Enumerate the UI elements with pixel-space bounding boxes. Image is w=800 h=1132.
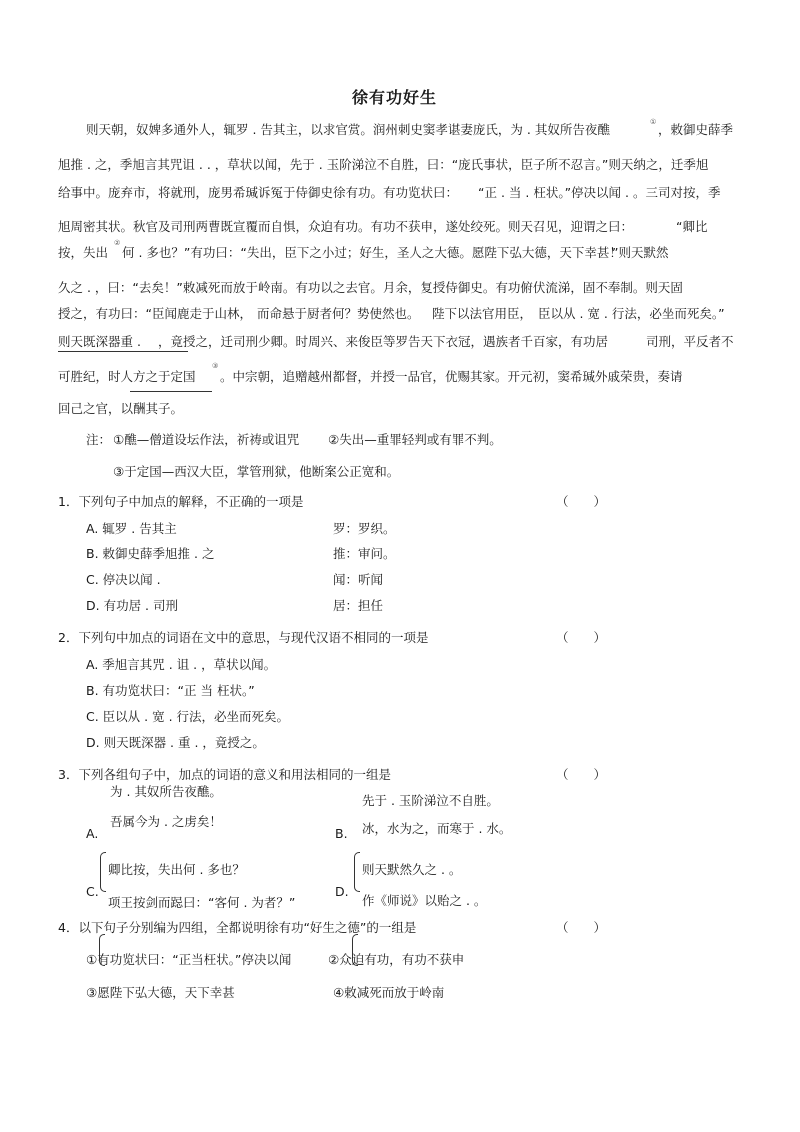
- passage-line: 旭推 . 之，季旭言其咒诅 . . ，草状以闻，先于 . 玉阶涕泣不自胜，曰：“庞氏事状，臣子所不忍言。”则天纳之，迁季旭: [58, 157, 709, 172]
- group-line: 则天默然久之 . 。: [362, 862, 462, 877]
- passage-line: “卿比: [676, 219, 708, 234]
- notes-prefix: 注：: [86, 432, 112, 447]
- passage-line: 而命悬于厨者何？势使然也。: [257, 306, 420, 321]
- group-line: 先于 . 玉阶涕泣不自胜。: [362, 793, 499, 808]
- group-line: 冰，水为之，而寒于 . 水。: [362, 821, 512, 836]
- passage-line: 陛下以法官用臣，: [432, 306, 533, 321]
- note-item: ②失出—重罪轻判或有罪不判。: [328, 432, 502, 447]
- question-stem: 1．下列句子中加点的解释，不正确的一项是: [58, 494, 304, 509]
- passage-line: 久之 . ，曰：“去矣！”敕减死而放于岭南。有功以之去官。月余，复授侍御史。有功俯伏流涕，固不奉制。则天固: [58, 280, 683, 295]
- passage-line: 则天朝，奴婢多通外人，辄罗 . 告其主，以求官赏。润州刺史窦孝谌妻庞氏，为 . 其奴所告夜醮: [86, 122, 610, 137]
- answer-paren: （ ）: [556, 767, 607, 782]
- passage-line: 。中宗朝，追赠越州都督，并授一品官，优赐其家。开元初，窦希瑊外戚荣贵，奏请: [220, 369, 683, 384]
- answer-paren: （ ）: [556, 494, 607, 509]
- group-label: D.: [335, 884, 349, 899]
- page-title: 徐有功好生: [352, 88, 438, 107]
- passage-line: 按，失出: [58, 245, 109, 260]
- passage-line: 旭周密其状。秋官及司刑两曹既宣覆而自惧，众迫有功。有功不获申，遂处绞死。则天召见，迎谓之曰：: [58, 219, 634, 234]
- footnote-mark: ①: [650, 118, 657, 126]
- passage-line: 可胜纪，时人方之于定国: [58, 369, 196, 384]
- passage-line: 回己之官，以酬其子。: [58, 401, 184, 416]
- underline-rule: [58, 351, 188, 352]
- group-line: 为 . 其奴所告夜醮。: [110, 784, 222, 799]
- answer-paren: （ ）: [556, 630, 607, 645]
- footnote-mark: ③: [212, 362, 219, 370]
- option: A. 季旭言其咒 . 诅 . ，草状以闻。: [86, 657, 277, 672]
- option-left: D. 有功居 . 司刑: [86, 598, 178, 613]
- passage-line: 臣以从 . 宽 . 行法，必坐而死矣。”: [538, 306, 725, 321]
- group-label: A.: [86, 826, 99, 841]
- group-line: 卿比按，失出何 . 多也？: [108, 862, 245, 877]
- option-right: 闻：听闻: [333, 572, 384, 587]
- passage-line: ，敕御史薛季: [658, 122, 734, 137]
- passage-line: 何 . 多也？”有功曰：“失出，臣下之小过；好生，圣人之大德。愿陛下弘大德，天下幸甚！: [122, 245, 622, 260]
- passage-line: 给事中。庞弃市，将就刑，庞男希瑊诉冤于侍御史徐有功。有功览状曰：: [58, 185, 459, 200]
- option-left: B. 敕御史薛季旭推 . 之: [86, 546, 215, 561]
- option: D. 则天既深器 . 重 . ，竟授之。: [86, 735, 265, 750]
- item: ①有功览状曰：“正当枉状。”停决以闻: [86, 952, 292, 967]
- question-stem: 3．下列各组句子中，加点的词语的意义和用法相同的一组是: [58, 767, 391, 782]
- group-line: 项王按剑而跽曰：“客何 . 为者？”: [108, 895, 296, 910]
- group-brace: [100, 852, 106, 892]
- option-right: 居：担任: [333, 598, 384, 613]
- passage-line: 司刑，平反者不: [646, 334, 734, 349]
- answer-paren: （ ）: [556, 920, 607, 935]
- passage-line: “正 . 当 . 枉状。”停决以闻 . 。三司对按，季: [478, 185, 721, 200]
- passage-line: ，竟授之，迁司刑少卿。时周兴、来俊臣等罗告天下衣冠，遇族者千百家，有功居: [158, 334, 609, 349]
- item: ②众迫有功，有功不获申: [328, 952, 465, 967]
- option: B. 有功览状曰：“正 当 枉状。”: [86, 683, 255, 698]
- option-left: A. 辄罗 . 告其主: [86, 521, 177, 536]
- item: ④敕减死而放于岭南: [333, 985, 445, 1000]
- question-stem: 2．下列句中加点的词语在文中的意思，与现代汉语不相同的一项是: [58, 630, 429, 645]
- question-stem: 4．以下句子分别编为四组，全都说明徐有功“好生之德”的一组是: [58, 920, 417, 935]
- footnote-mark: ②: [114, 239, 121, 247]
- group-brace: [354, 852, 360, 892]
- passage-line: ”则天默然: [612, 245, 669, 260]
- option-right: 推：审问。: [333, 546, 396, 561]
- option-right: 罗：罗织。: [333, 521, 396, 536]
- note-item: ③于定国—西汉大臣，掌管刑狱，他断案公正宽和。: [113, 464, 400, 479]
- group-label: B.: [335, 826, 348, 841]
- option: C. 臣以从 . 宽 . 行法，必坐而死矣。: [86, 709, 290, 724]
- passage-line: 授之，有功曰：“臣闻鹿走于山林，: [58, 306, 252, 321]
- group-line: 吾属今为 . 之虏矣！: [110, 814, 222, 829]
- group-line: 作《师说》以贻之 . 。: [362, 893, 487, 908]
- passage-line: 则天既深器重 .: [58, 334, 141, 349]
- item: ③愿陛下弘大德，天下幸甚: [86, 985, 235, 1000]
- group-label: C.: [86, 884, 99, 899]
- underline-rule: [130, 391, 212, 392]
- option-left: C. 停决以闻 .: [86, 572, 161, 587]
- note-item: ①醮—僧道设坛作法，祈祷或诅咒: [113, 432, 300, 447]
